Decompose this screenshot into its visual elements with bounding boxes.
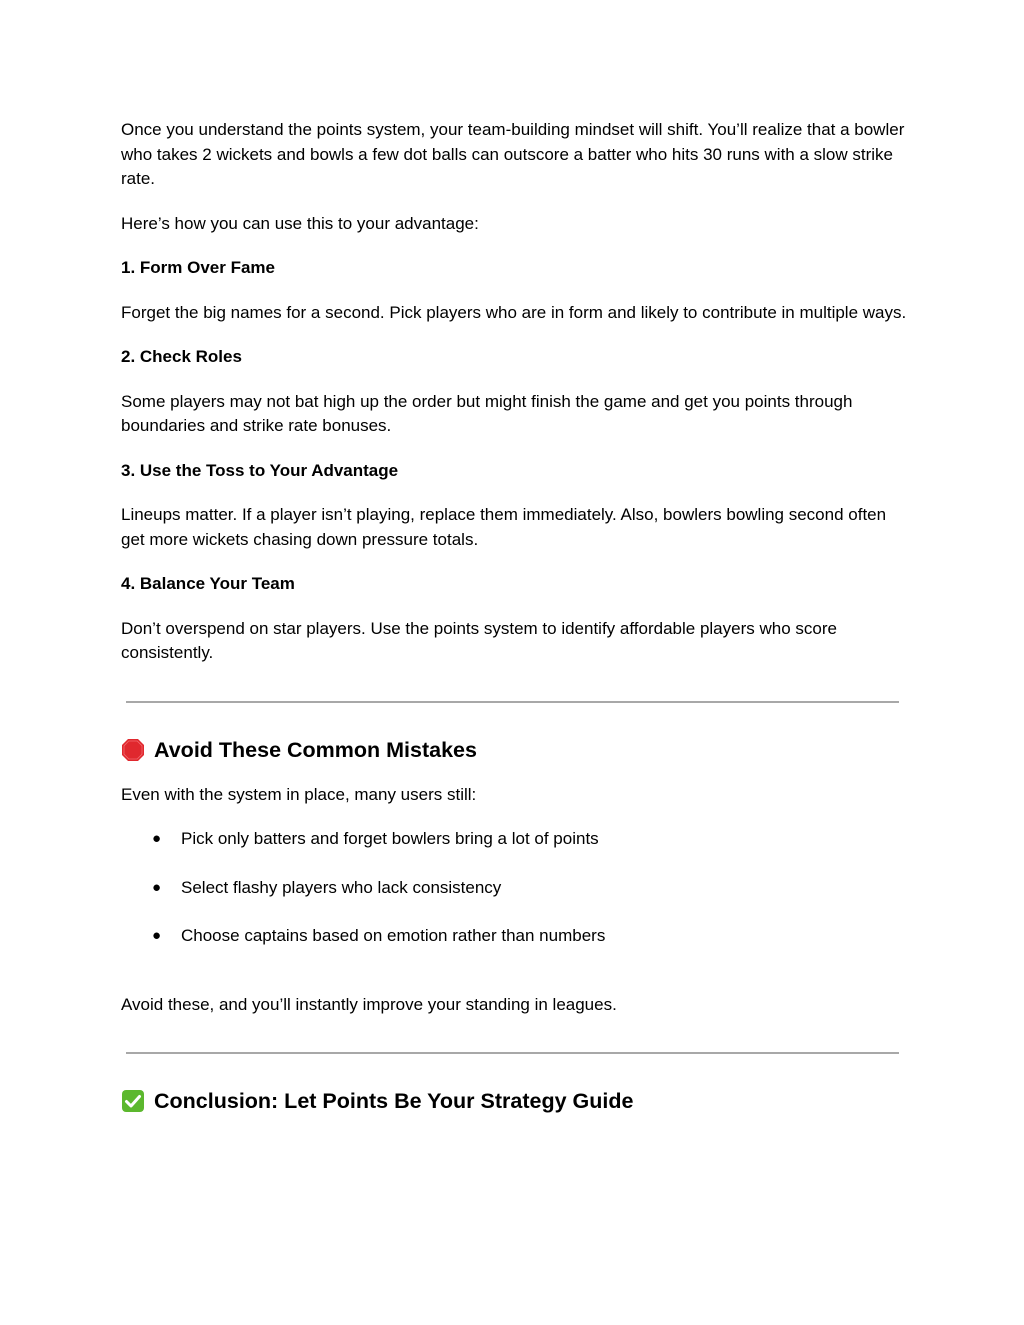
mistakes-heading [121, 736, 907, 764]
list-item [121, 876, 907, 901]
mistakes-title: Avoid These Common Mistakes [154, 737, 477, 762]
section-divider [126, 701, 899, 703]
conclusion-heading [121, 1087, 907, 1115]
mistakes-intro: Even with the system in place, many users still: [121, 784, 477, 804]
tip-body: Lineups matter. If a player isn’t playing, replace them immediately. Also, bowlers bowling second often get more wickets chasing down pressure totals. [121, 505, 887, 549]
intro-lead: Here’s how you can use this to your advantage: [121, 213, 479, 233]
bullet-icon: ● [152, 927, 162, 944]
check-mark-button-icon [121, 1089, 145, 1113]
tip-body: Forget the big names for a second. Pick players who are in form and likely to contribute in multiple ways. [121, 302, 907, 322]
tip-heading: 3. Use the Toss to Your Advantage [121, 460, 399, 480]
list-item-text: Select flashy players who lack consistency [181, 877, 502, 897]
tip-body: Don’t overspend on star players. Use the points system to identify affordable players who score consistently. [121, 618, 837, 662]
tip-body: Some players may not bat high up the order but might finish the game and get you points through boundaries and strike rate bonuses. [121, 391, 853, 435]
list-item-text: Choose captains based on emotion rather than numbers [181, 926, 606, 945]
tip-heading: 2. Check Roles [121, 347, 242, 366]
mistakes-list [121, 827, 907, 949]
section-divider [126, 1052, 899, 1054]
mistakes-outro: Avoid these, and you’ll instantly improve your standing in leagues. [121, 994, 617, 1014]
tip-heading: 1. Form Over Fame [121, 258, 276, 277]
conclusion-title: Conclusion: Let Points Be Your Strategy Guide [154, 1089, 634, 1113]
stop-sign-icon [121, 738, 145, 762]
list-item [121, 924, 907, 949]
list-item [121, 827, 907, 852]
tip-heading: 4. Balance Your Team [121, 574, 295, 593]
list-item-text: Pick only batters and forget bowlers bring a lot of points [181, 829, 599, 848]
bullet-icon: ● [152, 878, 162, 896]
bullet-icon: ● [152, 830, 162, 847]
intro-paragraph: Once you understand the points system, your team-building mindset will shift. You’ll realize that a bowler who takes 2 wickets and bowls a few dot balls can outscore a batter who hits 30 runs with a slow strike rate. [121, 120, 905, 188]
document-page [121, 118, 907, 1115]
